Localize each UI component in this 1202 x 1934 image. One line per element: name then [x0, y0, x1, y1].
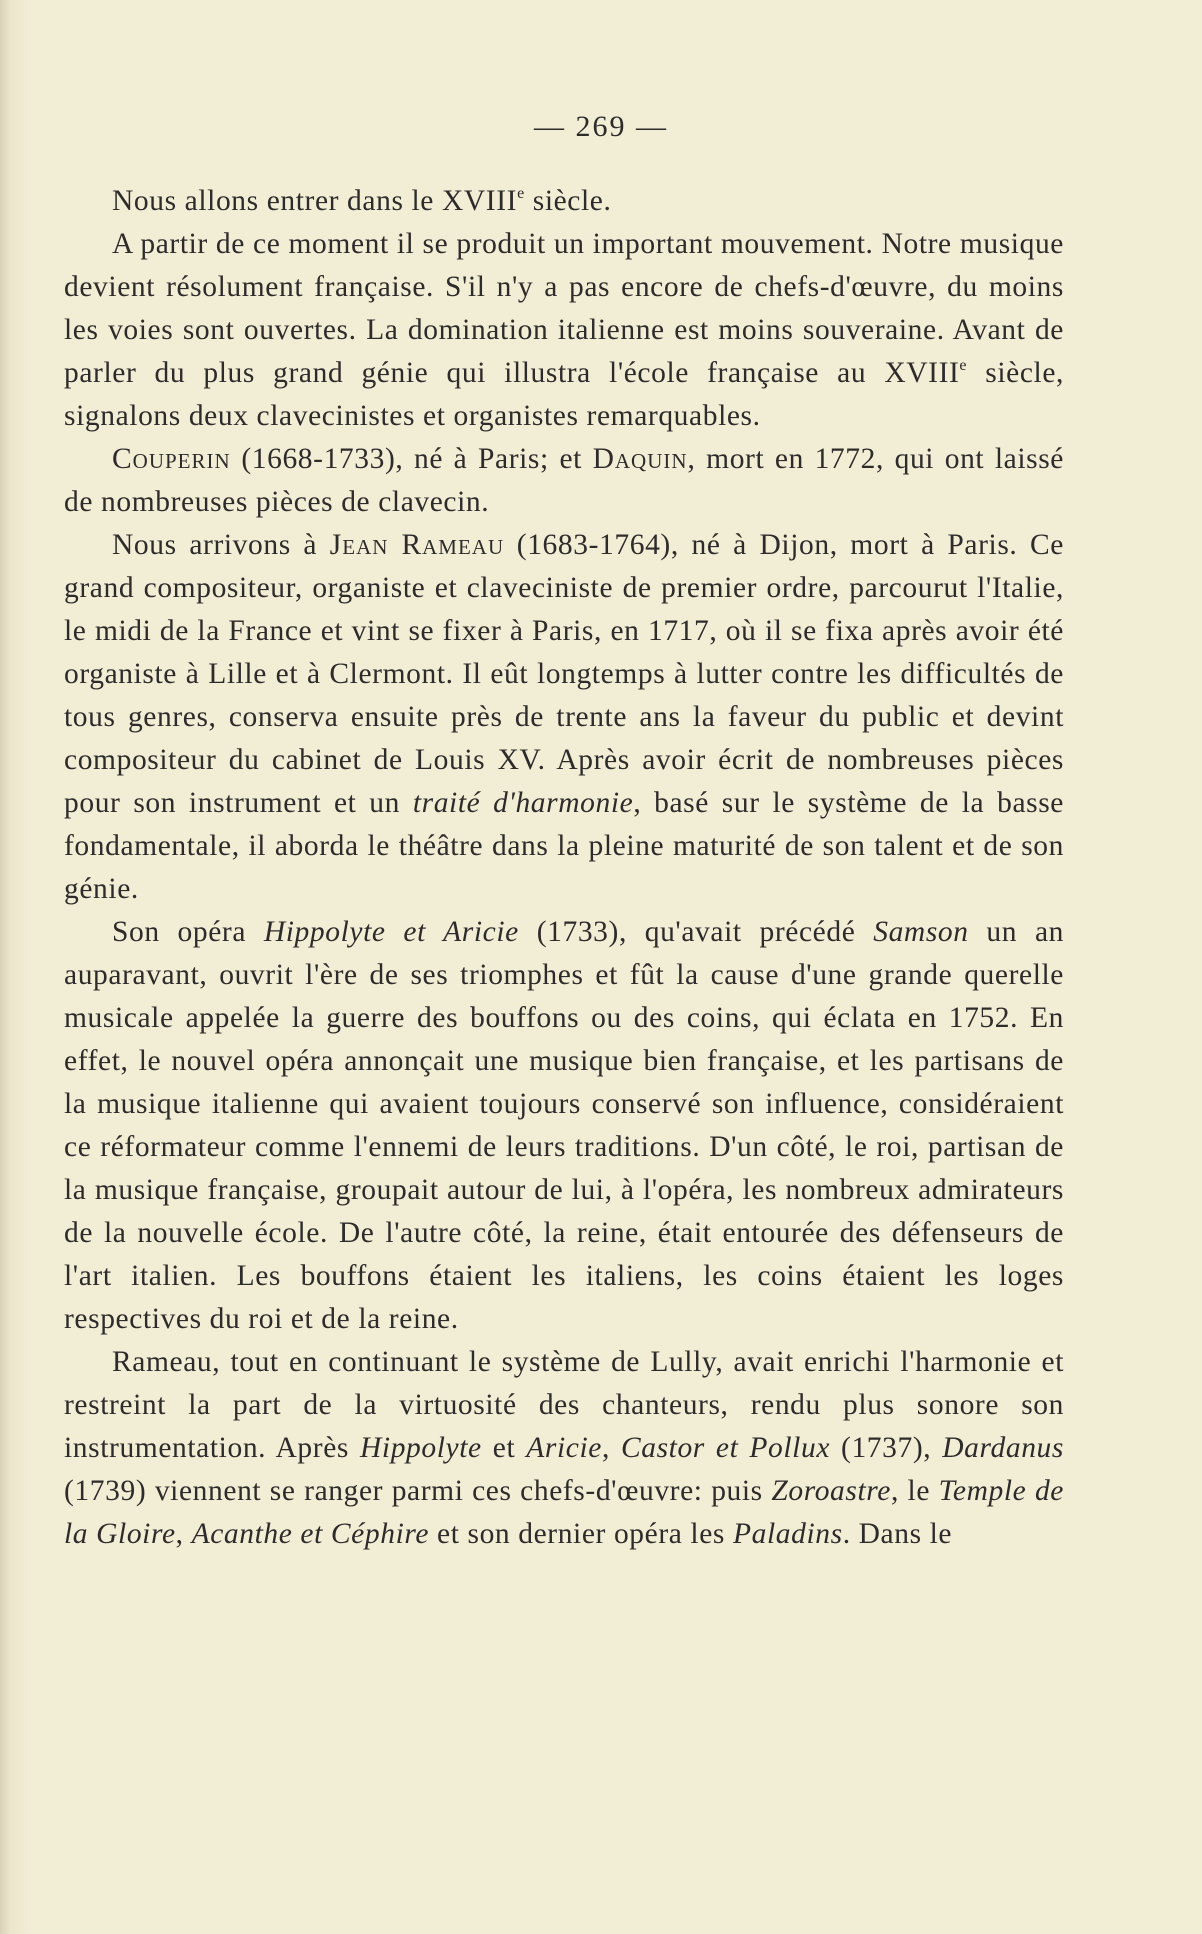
- paragraph-3: [64, 438, 1064, 524]
- text-run: un an auparavant, ouvrit l'ère de ses triomphes et fût la cause d'une grande querelle musicale appelée la guerre des bouffons ou des coins, qui éclata en 1752. En effet, le nouvel opéra annonçait une musique bien française, et les partisans de la musique italienne qui avaient toujours conservé son influence, considéraient ce réformateur comme l'ennemi de leurs traditions. D'un côté, le roi, partisan de la musique française, groupait autour de lui, à l'opéra, les nombreux admirateurs de la nouvelle école. De l'autre côté, la reine, était entourée des défenseurs de l'art italien. Les bouffons étaient les italiens, les coins étaient les loges respectives du roi et de la reine.: [64, 916, 1064, 1335]
- work-title: Aricie: [526, 1432, 602, 1464]
- superscript: e: [959, 357, 968, 374]
- text-run: (1733), qu'avait précédé: [518, 916, 874, 948]
- work-title: Acanthe et Céphire: [191, 1518, 430, 1550]
- text-run: (1668-1733), né à Paris; et: [230, 443, 593, 475]
- text-run: (1739) viennent se ranger parmi ces chefs-d'œuvre: puis: [64, 1475, 772, 1507]
- work-title: Dardanus: [942, 1432, 1064, 1464]
- text-run: siècle, signalons deux clavecinistes et organistes remarquables.: [64, 357, 1065, 432]
- page-number: — 269 —: [534, 110, 668, 143]
- paragraph-5: [64, 911, 1064, 1341]
- paragraph-2: [64, 223, 1064, 438]
- text-run: (1737),: [830, 1432, 943, 1464]
- superscript: e: [517, 185, 525, 202]
- work-title: Hippolyte et Aricie: [263, 916, 519, 948]
- person-name: Couperin: [112, 443, 231, 475]
- person-name: Jean Rameau: [329, 529, 505, 561]
- text-run: A partir de ce moment il se produit un important mouvement. Notre musique devient résolument française. S'il n'y a pas encore de chefs-d'œuvre, du moins les voies sont ouvertes. La domination italienne est moins souveraine. Avant de parler du plus grand génie qui illustra l'école française au XVIII: [64, 228, 1064, 389]
- text-run: Rameau, tout en continuant le système de Lully, avait enrichi l'harmonie et restreint la part de la virtuosité des chanteurs, rendu plus sonore son instrumentation. Après: [64, 1346, 1064, 1464]
- text-run: Son opéra: [112, 916, 264, 948]
- text-run: . Dans le: [842, 1518, 953, 1550]
- text-run: Nous allons entrer dans le XVIII: [112, 185, 518, 217]
- work-title: Samson: [873, 916, 969, 948]
- text-run: , basé sur le système de la basse fondamentale, il aborda le théâtre dans la pleine maturité de son talent et de son génie.: [64, 787, 1064, 905]
- body-text: [64, 180, 1064, 1556]
- work-title: Temple de la Gloire: [64, 1475, 1064, 1550]
- text-run: , le: [890, 1475, 939, 1507]
- text-run: ,: [601, 1432, 621, 1464]
- work-title: Castor et Pollux: [620, 1432, 831, 1464]
- text-run: Nous arrivons à: [112, 529, 330, 561]
- work-title: Hippolyte: [360, 1432, 482, 1464]
- work-title: Paladins: [732, 1518, 843, 1550]
- text-run: et: [481, 1432, 527, 1464]
- text-run: et son dernier opéra les: [429, 1518, 733, 1550]
- text-run: , mort en 1772, qui ont laissé de nombreuses pièces de clavecin.: [64, 443, 1064, 518]
- work-title: Zoroastre: [771, 1475, 891, 1507]
- text-run: ,: [175, 1518, 192, 1550]
- work-title: traité d'harmonie: [412, 787, 634, 819]
- paragraph-1: [64, 180, 1064, 223]
- paragraph-4: [64, 524, 1064, 911]
- text-run: (1683-1764), né à Dijon, mort à Paris. Ce grand compositeur, organiste et claveciniste de premier ordre, parcourut l'Italie, le midi de la France et vint se fixer à Paris, en 1717, où il se fixa après avoir été organiste à Lille et à Clermont. Il eût longtemps à lutter contre les difficultés de tous genres, conserva ensuite près de trente ans la faveur du public et devint compositeur du cabinet de Louis XV. Après avoir écrit de nombreuses pièces pour son instrument et un: [64, 529, 1064, 819]
- paragraph-6: [64, 1341, 1064, 1556]
- person-name: Daquin: [592, 443, 688, 475]
- text-run: siècle.: [524, 185, 612, 217]
